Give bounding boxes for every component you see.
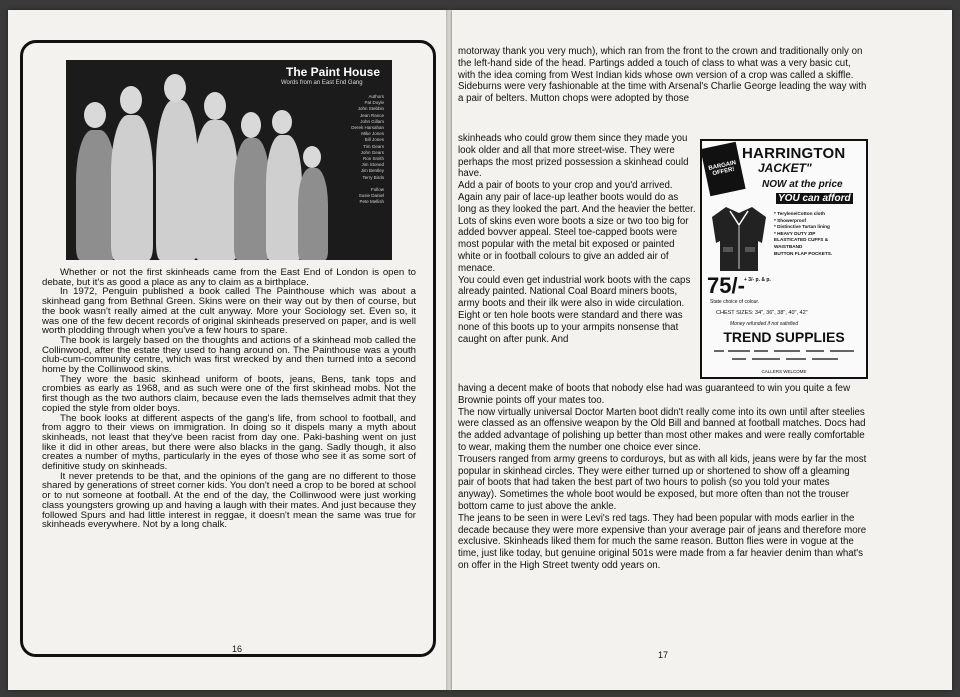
- photo-credits: Authors Pat Doyle John Stebbin Jean Rance John Gillam Derek Harsahan Mike Jones Bill Jones Tim Gears John Gears Ron Smith Jim Stoned Jim Bentley Terry Birds Follow Susie Daniel Pete Mellish: [351, 94, 384, 205]
- right-column-text: [458, 133, 698, 345]
- paragraph: The book is largely based on the thoughts and actions of a skinhead mob called the Collinwood, after the estate they used to hang around on. The Painthouse was a youth club-cum-community centre, which was first wrecked by and then turned into a second home by the Collinwood skins.: [42, 334, 416, 376]
- right-bottom-text: [458, 383, 868, 572]
- paragraph: The jeans to be seen in were Levi's red tags. They had been popular with mods earlier in the decade because they were more expensive than your average pair of jeans and therefore more exclusive. Skinheads liked them for much the same reason. Button flies were in vogue at the time, just like today, but genuine original 501s were made from a far heavier denim than what's on offer in the High Street twenty odd years on.: [458, 512, 867, 571]
- paragraph: Sideburns were very fashionable at the time with Arsenal's Charlie George leading the way with a pair of belters. Mutton chops were adopted by those: [458, 81, 867, 105]
- left-page: [8, 10, 448, 690]
- photo-subtitle: Words from an East End Gang: [281, 80, 363, 86]
- paragraph: The book looks at different aspects of the gang's life, from school to football, and from aggro to their views on immigration. In doing so it dispels many a myth about skinheads, not least that they've been racist from day one. Paki-bashing went on just like it did in other areas, but there were also blacks in the gang. Sadly though, it also creates a number of myths, particularly in the eyes of those who see it as some sort of definitive study on skinheads.: [42, 412, 416, 473]
- advert-tagline-1: NOW at the price: [762, 179, 843, 190]
- advert-price: 75/-: [707, 273, 745, 298]
- advert-tagline-2: YOU can afford: [778, 193, 851, 204]
- gang-photo: [66, 60, 392, 260]
- jacket-illustration: [708, 203, 770, 273]
- advert-address-smudge: [712, 348, 862, 366]
- callers-welcome: CALLERS WELCOME: [761, 369, 807, 374]
- paragraph: Trousers ranged from army greens to corduroys, but as with all kids, jeans were by far the most popular in skinhead circles. They were either turned up or shortened to show off a gleaming pair of boots that had taken the best part of two hours to polish (so you told your mates anyway). Sometimes the whole boot would be exposed, but more often than not the trouser bottom came to just above the ankle.: [458, 453, 867, 512]
- advert-brand: TREND SUPPLIES: [723, 329, 845, 345]
- colour-note: State choice of colour.: [710, 299, 760, 305]
- paragraph: You could even get industrial work boots with the caps already painted. National Coal Board miners boots, army boots and their ilk were also in wide circulation. Eight or ten hole boots were standard and there was none of this boots up to your armpits nonsense that caught on after punk. And: [458, 274, 691, 345]
- feature-list: * Terylene/Cotton cloth * Showerproof * Distinctive Tartan lining * HEAVY DUTY ZIP ELASTICATED CUFFS & WAISTBAND BUTTON FLAP POCKETS.: [774, 211, 833, 256]
- paragraph: It never pretends to be that, and the opinions of the gang are no different to those shared by generations of street corner kids. You don't need a crop to be bored at school or to nut someone at football. At the end of the day, the Collinwood were just working class youngsters growing up and having a laugh with their mates. And just because they followed Spurs and had little interest in reggae, it doesn't mean the same was true for skinheads everywhere. Not by a long chalk.: [42, 470, 416, 531]
- paragraph: In 1972, Penguin published a book called The Painthouse which was about a skinhead gang from Bethnal Green. Skins were on their way out by then of course, but the book wasn't really aimed at the cult anyway. More your Sociology set. Even so, it was one of the few decent records of original skinheads preserved on paper, and is well worth plodding through when you've a few hours to spare.: [42, 286, 416, 337]
- right-top-text: [458, 46, 868, 105]
- page-number-right: 17: [658, 650, 669, 660]
- paragraph: Whether or not the first skinheads came from the East End of London is open to debate, but it's as good a place as any to claim as a birthplace.: [42, 267, 416, 288]
- chest-sizes: CHEST SIZES: 34", 36", 38", 40", 42": [716, 310, 808, 316]
- refund-note: Money refunded if not satisfied: [730, 321, 799, 327]
- left-article-text: [42, 268, 416, 530]
- page-number-left: 16: [232, 644, 243, 654]
- paragraph: They wore the basic skinhead uniform of boots, jeans, Bens, tank tops and crombies as early as 1968, and as such were one of the first skinhead mobs. Not the first though as the two authors claim, because even the lads themselves admit that they copied the style from older boys.: [42, 373, 416, 414]
- paragraph: motorway thank you very much), which ran from the front to the crown and traditionally only on the left-hand side of the head. Partings added a touch of class to what was a very basic cut, with the idea coming from West Indian kids whose own version of a crop was called a skiffle.: [458, 46, 863, 81]
- bargain-burst: BARGAIN OFFER!: [700, 142, 745, 196]
- paragraph: skinheads who could grow them since they made you look older and all that more street-wise. They were perhaps the most prized possession a skinhead could have.: [458, 133, 689, 180]
- paragraph: The now virtually universal Doctor Marten boot didn't really come into its own until after steelies were classed as an offensive weapon by the Old Bill and banned at football matches. Docs had the added advantage of polishing up better than most other makes and were really comfortable to wear, making them the number one choice ever since.: [458, 406, 866, 453]
- paragraph: Add a pair of boots to your crop and you'd arrived. Again any pair of lace-up leather boots would do as long as they looked the part. And the heavier the better. Lots of skins even wore boots a size or two too big for added bovver appeal. Steel toe-capped boots were most popular with the metal bit exposed or painted white or in football colours to give an added air of menace.: [458, 180, 696, 274]
- right-page: [452, 10, 952, 690]
- advert-postage: + 3/- p. & p.: [744, 277, 771, 283]
- advert-subtitle: JACKET": [758, 161, 812, 175]
- photo-title: The Paint House: [286, 65, 381, 79]
- harrington-jacket-advert: [700, 139, 868, 379]
- paragraph: having a decent make of boots that nobody else had was guaranteed to win you quite a few Brownie points off your mates too.: [458, 383, 851, 406]
- advert-title: HARRINGTON: [742, 145, 846, 162]
